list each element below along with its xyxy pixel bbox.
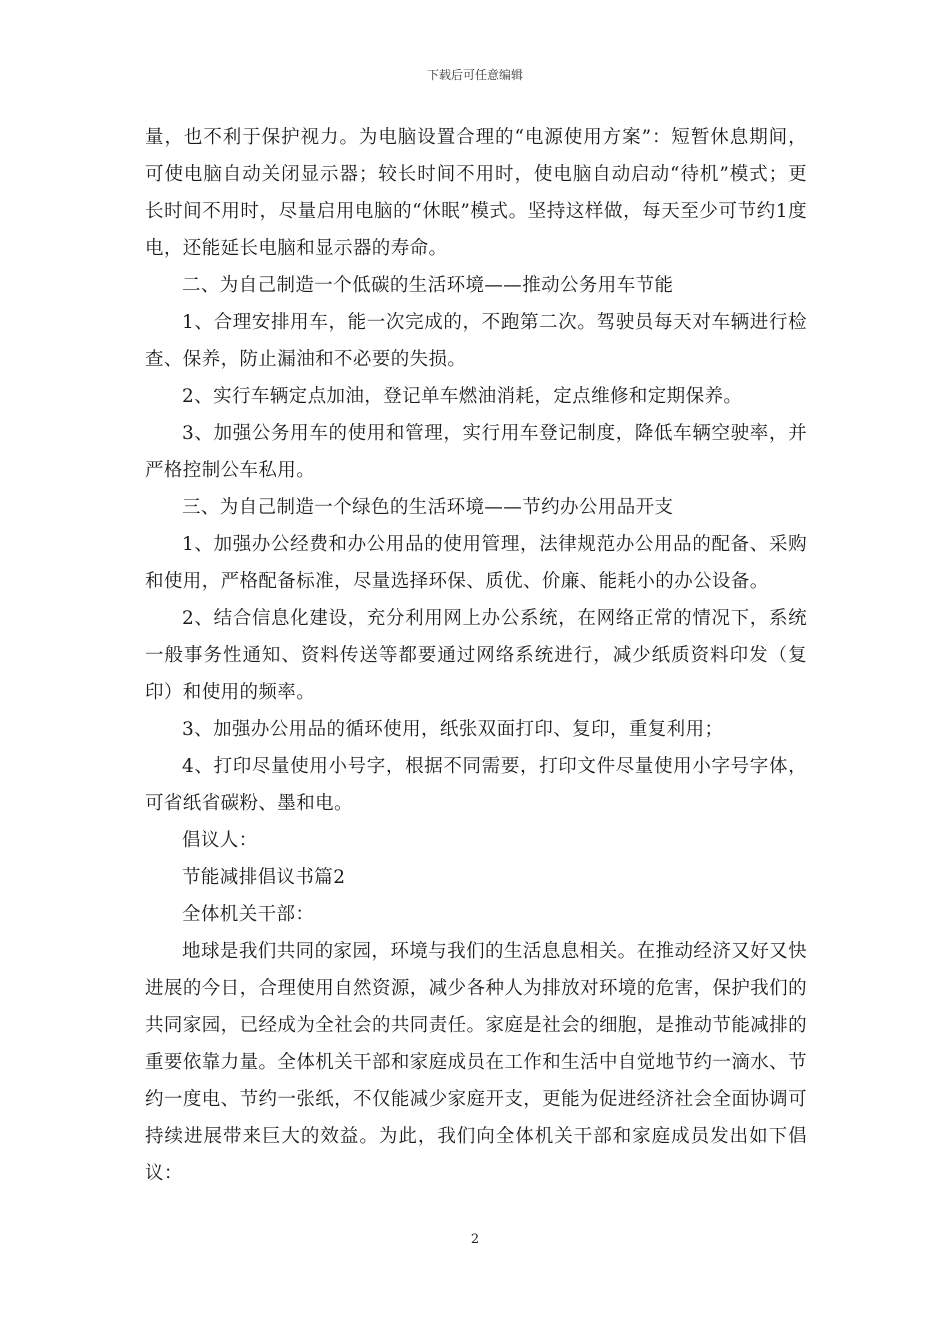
paragraph: 1、加强办公经费和办公用品的使用管理，法律规范办公用品的配备、采购和使用，严格配备标准，尽量选择环保、质优、价廉、能耗小的办公设备。 [145,534,807,592]
paragraph: 4、打印尽量使用小号字，根据不同需要，打印文件尽量使用小字号字体，可省纸省碳粉、墨和电。 [145,756,807,814]
section-heading: 三、为自己制造一个绿色的生活环境——节约办公用品开支 [182,497,674,518]
paragraph: 3、加强公务用车的使用和管理，实行用车登记制度，降低车辆空驶率，并严格控制公车私用。 [145,423,807,481]
paragraph: 3、加强办公用品的循环使用，纸张双面打印、复印，重复利用； [182,719,724,740]
paragraph: 1、合理安排用车，能一次完成的，不跑第二次。驾驶员每天对车辆进行检查、保养，防止漏油和不必要的失损。 [145,312,807,370]
document-body [145,119,807,1192]
paragraph: 量，也不利于保护视力。为电脑设置合理的“电源使用方案”：短暂休息期间，可使电脑自动关闭显示器；较长时间不用时，使电脑自动启动“待机”模式；更长时间不用时，尽量启用电脑的“休眠”模式。坚持这样做，每天至少可节约1度电，还能延长电脑和显示器的寿命。 [145,127,807,259]
paragraph: 2、实行车辆定点加油，登记单车燃油消耗，定点维修和定期保养。 [182,386,743,407]
page-header: 下载后可任意编辑 [426,68,523,82]
page-number: 2 [470,1232,480,1247]
paragraph: 2、结合信息化建设，充分利用网上办公系统，在网络正常的情况下，系统一般事务性通知、资料传送等都要通过网络系统进行，减少纸质资料印发（复印）和使用的频率。 [145,608,807,703]
signature-line: 倡议人： [182,830,258,851]
document-title: 节能减排倡议书篇2 [182,867,346,888]
salutation: 全体机关干部： [182,904,315,925]
section-heading: 二、为自己制造一个低碳的生活环境——推动公务用车节能 [182,275,674,296]
paragraph: 地球是我们共同的家园，环境与我们的生活息息相关。在推动经济又好又快进展的今日，合理使用自然资源，减少各种人为排放对环境的危害，保护我们的共同家园，已经成为全社会的共同责任。家庭是社会的细胞，是推动节能减排的重要依靠力量。全体机关干部和家庭成员在工作和生活中自觉地节约一滴水、节约一度电、节约一张纸，不仅能减少家庭开支，更能为促进经济社会全面协调可持续进展带来巨大的效益。为此，我们向全体机关干部和家庭成员发出如下倡议： [145,941,807,1184]
